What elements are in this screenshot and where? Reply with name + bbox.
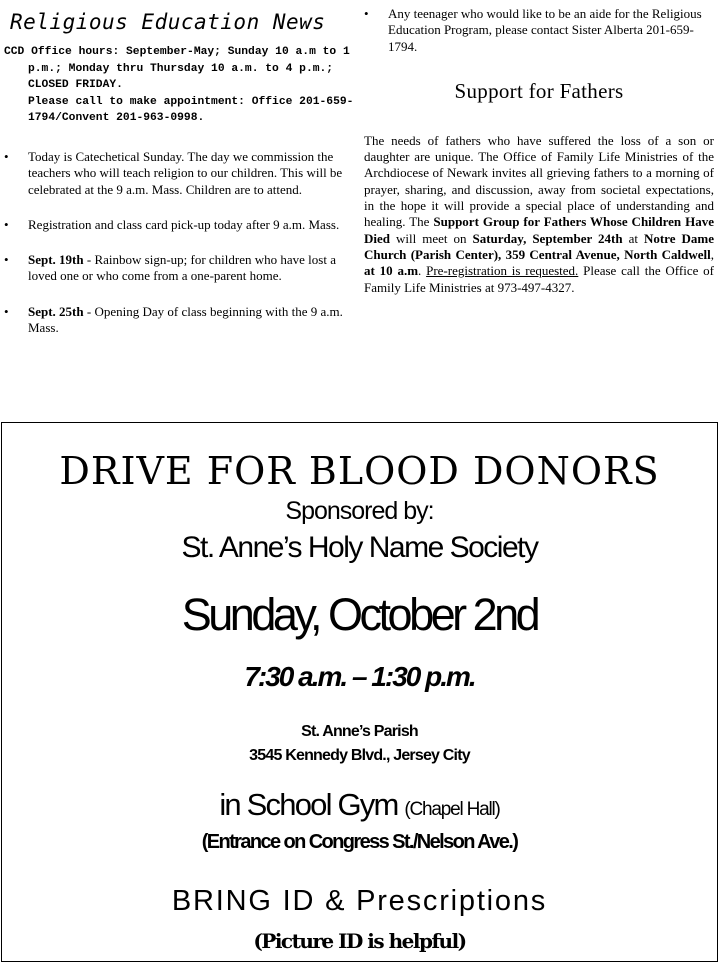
blood-drive-flyer xyxy=(1,422,718,962)
flyer-address: 3545 Kennedy Blvd., Jersey City xyxy=(249,747,470,764)
right-column xyxy=(364,6,714,296)
ccd-office-hours xyxy=(4,44,356,127)
item-date: Sept. 25th xyxy=(28,303,84,319)
list-item xyxy=(4,304,356,337)
flyer-parish: St. Anne’s Parish xyxy=(301,723,418,740)
body-text: . xyxy=(418,263,427,279)
item-text: Registration and class card pick-up today after 9 a.m. Mass. xyxy=(28,216,340,232)
flyer-title: DRIVE FOR BLOOD DONORS xyxy=(59,449,660,493)
flyer-time: 7:30 a.m. – 1:30 p.m. xyxy=(244,661,475,692)
item-text: Today is Catechetical Sunday. The day we commission the teachers who will teach religion to our children. This will be celebrated at the 9 a.m. Mass. Children are to attend. xyxy=(28,148,343,197)
religious-education-column xyxy=(4,6,356,336)
body-text: , xyxy=(710,246,714,262)
list-item xyxy=(4,217,356,233)
flyer-picture-note: (Picture ID is helpful) xyxy=(253,929,466,953)
flyer-sponsored: Sponsored by: xyxy=(285,497,434,525)
body-text: at xyxy=(622,230,644,246)
meeting-date: Saturday, September 24th xyxy=(472,230,623,246)
office-hours-text: CCD Office hours: September-May; Sunday 10 a.m to 1 p.m.; Monday thru Thursday 10 a.m. to 4 p.m.; CLOSED FRIDAY. xyxy=(4,46,350,92)
support-fathers-body xyxy=(364,133,714,296)
flyer-date: Sunday, October 2nd xyxy=(181,589,538,640)
body-text: The needs of fathers who have suffered the loss of a son or daughter are unique. The Office of Family Life Ministries of the Archdiocese of Newark invites all grieving fathers to a morning of prayer, sharing, and discussion, away from societal expectations, in the hope it will provide a special place of understanding and healing. The xyxy=(364,132,714,230)
flyer-bring: BRING ID & Prescriptions xyxy=(171,885,548,917)
flyer-gym-note: (Chapel Hall) xyxy=(404,799,500,820)
list-item xyxy=(4,252,356,285)
flyer-gym: in School Gym xyxy=(219,787,398,822)
item-text: - Rainbow sign-up; for children who have lost a loved one or who come from a one-parent home. xyxy=(28,252,336,284)
office-call-text: Please call to make appointment: Office 201-659-1794/Convent 201-963-0998. xyxy=(28,95,354,125)
preregistration-note: Pre-registration is requested. xyxy=(426,263,579,279)
item-date: Sept. 19th xyxy=(28,252,84,268)
meeting-location: Notre Dame Church (Parish Center), 359 Central Avenue, North Caldwell xyxy=(364,230,714,262)
religious-education-list xyxy=(4,149,356,336)
meeting-time: at 10 a.m xyxy=(364,263,419,279)
item-text: - Opening Day of class beginning with the 9 a.m. Mass. xyxy=(28,303,343,336)
flyer-entrance: (Entrance on Congress St./Nelson Ave.) xyxy=(201,831,518,853)
aide-list xyxy=(364,6,714,55)
flyer-society: St. Anne’s Holy Name Society xyxy=(181,531,538,564)
list-item xyxy=(4,149,356,198)
support-fathers-title: Support for Fathers xyxy=(454,78,624,103)
aide-text: Any teenager who would like to be an aide for the Religious Education Program, please contact Sister Alberta 201-659-1794. xyxy=(388,6,702,54)
religious-education-title: Religious Education News xyxy=(10,10,326,34)
flyer-location xyxy=(2,787,717,823)
list-item xyxy=(364,6,714,55)
body-text: will meet on xyxy=(390,230,473,246)
group-name: Support Group for Fathers Whose Children Have Died xyxy=(364,214,714,246)
body-text: Please call the Office of Family Life Ministries at 973-497-4327. xyxy=(364,263,715,295)
